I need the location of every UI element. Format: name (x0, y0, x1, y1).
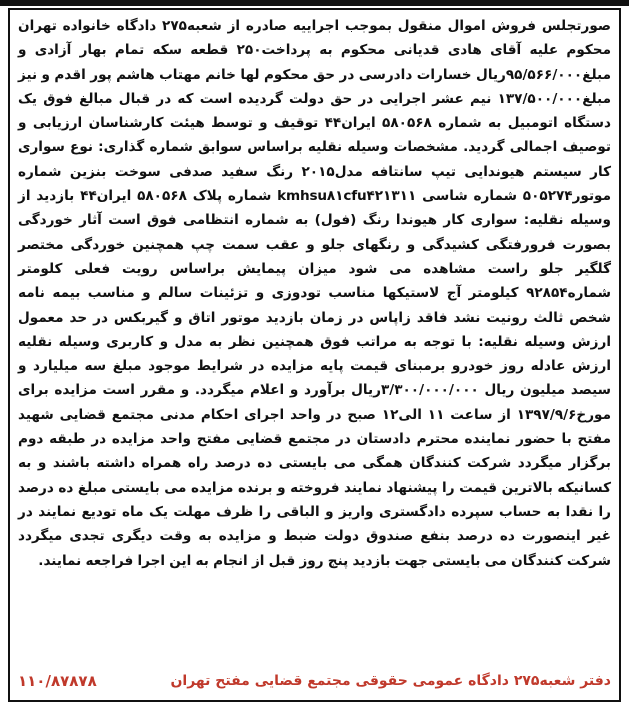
notice-footer (18, 668, 611, 694)
notice-body-text: صورتجلس فروش اموال منقول بموجب اجراییه صادره از شعبه۲۷۵ دادگاه خانواده تهران محکوم علیه آقای هادی قدیانی محکوم به پرداخت۲۵۰ قطعه سکه تمام بهار آزادی و مبلغ۹۵/۵۶۶/۰۰۰ریال خسارات دادرسی در حق محکوم لها خانم مهتاب هاشم پور اقدم و نیز مبلغ۱۳۷/۵۰۰/۰۰۰ نیم عشر اجرایی در حق دولت گردیده است که در قبال مبالغ فوق یک دستگاه اتومبیل به شماره ۵۸۰۵۶۸ ایران۴۴ توقیف و توسط هیئت کارشناسان ارزیابی و توصیف اجمالی گردید. مشخصات وسیله نقلیه براساس سوابق شماره گذاری: نوع سواری کار سیستم هیوندایی تیپ سانتافه مدل۲۰۱۵ رنگ سفید صدفی سوخت بنزین شماره موتور۵۰۵۲۷۴ شماره شاسی kmhsu۸۱cfu۴۲۱۳۱۱ شماره پلاک ۵۸۰۵۶۸ ایران۴۴ بازدید از وسیله نقلیه: سواری کار هیوندا رنگ (فول) به شماره انتظامی فوق است آثار خوردگی بصورت فرورفتگی کشیدگی و رنگهای جلو و عقب سمت چپ همچنین خوردگی مختصر گلگیر جلو راست مشاهده می شود میزان پیمایش براساس رویت فعلی کلومتر شماره۹۲۸۵۴ کیلومتر آج لاستیکها مناسب تودوزی و تزئینات سالم و مناسب بیمه نامه شخص ثالث رونیت نشد فاقد زاپاس در زمان بازدید موتور اتاق و گیربکس در حد معمول ارزش وسیله نقلیه: با توجه به مراتب فوق همچنین نظر به مدل و کاربری وسیله نقلیه ارزش عادله روز خودرو برمبنای قیمت پایه مزایده در شرایط موجود مبلغ سه میلیارد و سیصد میلیون ریال ۳/۳۰۰/۰۰۰/۰۰۰ریال برآورد و اعلام میگردد. و مقرر است مزایده برای مورخ۱۳۹۷/۹/۶ از ساعت ۱۱ الی۱۲ صبح در واحد اجرای احکام مدنی مجتمع قضایی شهید مفتح با حضور نماینده محترم دادستان در مجتمع قضایی مفتح واحد مزایده در طبقه دوم برگزار میگردد شرکت کنندگان همگی می بایستی ده درصد راه همراه داشته باشند و به کسانیکه بالاترین قیمت را پیشنهاد نمایند فروخته و برنده مزایده می بایستی مبلغ ده درصد را نقدا به حساب سپرده دادگستری واریز و الباقی را ظرف مهلت یک ماه تودیع نمایند در غیر اینصورت ده درصد بنفع صندوق دولت ضبط و مزایده به وقت دیگری تجدی میگردد شرکت کنندگان می بایستی جهت بازدید پنج روز قبل از انجام به این اجرا فراجعه نمایند. (18, 18, 612, 569)
notice-body (18, 14, 611, 573)
footer-reference-number: ۱۱۰/۸۷۸۷۸ (18, 672, 97, 690)
footer-office: دفتر شعبه۲۷۵ دادگاه عمومی حقوقی مجتمع قضایی مفتح تهران (170, 673, 611, 689)
top-cut-strip (0, 0, 629, 6)
